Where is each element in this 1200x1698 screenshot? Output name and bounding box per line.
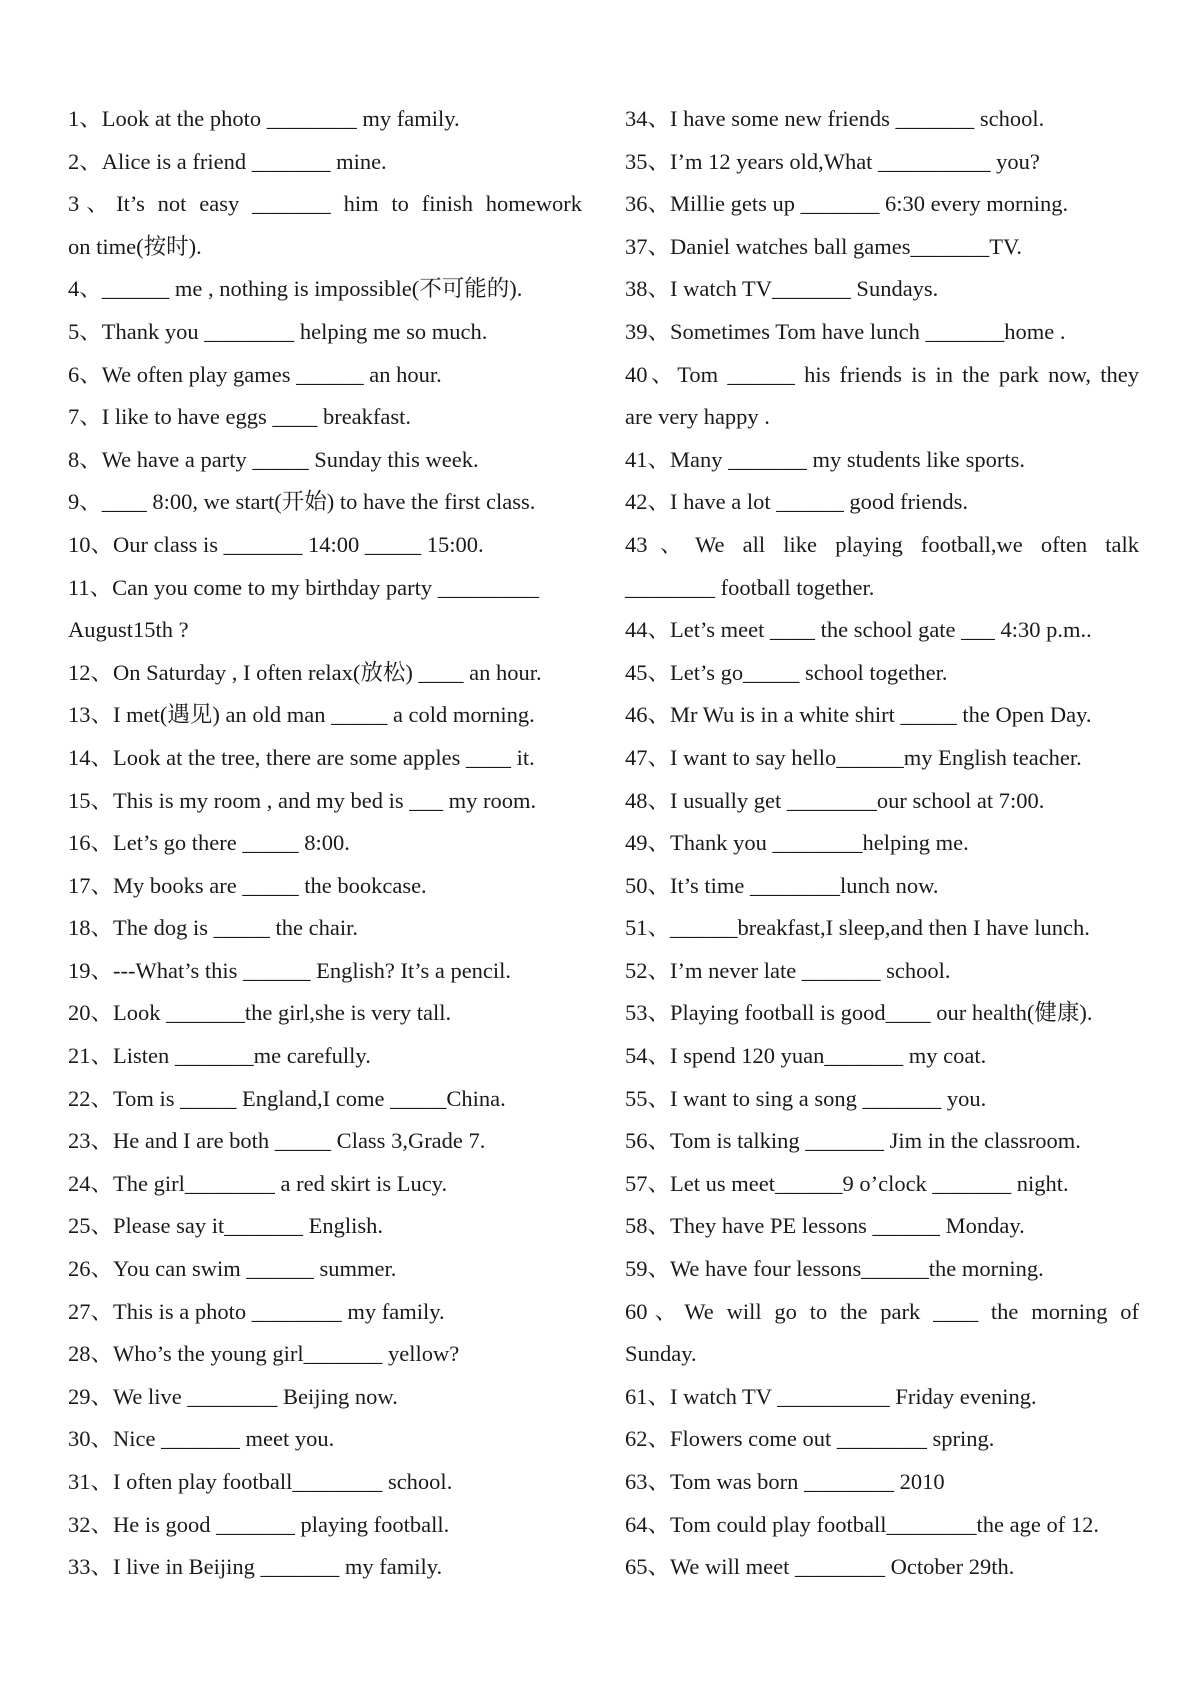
exercise-line: 34、I have some new friends _______ school. [625,106,1045,131]
exercise-line: 53、Playing football is good____ our health(健康). [625,1000,1093,1026]
exercise-line: 33、I live in Beijing _______ my family. [68,1554,443,1580]
exercise-line: 30、Nice _______ meet you. [68,1426,335,1452]
exercise-line: are very happy . [625,404,770,430]
exercise-line: 38、I watch TV_______ Sundays. [625,276,939,302]
exercise-line: 5、Thank you ________ helping me so much. [68,318,488,344]
exercise-line: 56、Tom is talking _______ Jim in the classroom. [625,1128,1081,1154]
exercise-line: 9、____ 8:00, we start(开始) to have the first class. [68,489,536,515]
exercise-line: 15、This is my room , and my bed is ___ my room. [68,787,537,813]
exercise-line: 14、Look at the tree, there are some apples ____ it. [68,744,535,770]
exercise-line: 11、Can you come to my birthday party _________ [68,574,539,600]
right-column [625,98,1139,1589]
exercise-line: 64、Tom could play football________the age of 12. [625,1511,1099,1537]
exercise-line: 3、It’s not easy _______ him to finish homework [68,191,582,217]
exercise-line: 35、I’m 12 years old,What __________ you? [625,148,1040,174]
exercise-line: 10、Our class is _______ 14:00 _____ 15:00. [68,531,484,557]
exercise-line: 7、I like to have eggs ____ breakfast. [68,404,412,430]
exercise-line: 26、You can swim ______ summer. [68,1256,397,1282]
exercise-line: 40、Tom ______ his friends is in the park now, they [625,361,1139,387]
exercise-line: 12、On Saturday , I often relax(放松) ____ an hour. [68,659,542,685]
exercise-line: 32、He is good _______ playing football. [68,1511,450,1537]
exercise-line: 55、I want to sing a song _______ you. [625,1085,987,1111]
exercise-line: 13、I met(遇见) an old man _____ a cold morning. [68,702,535,728]
exercise-line: 46、Mr Wu is in a white shirt _____ the Open Day. [625,702,1092,728]
exercise-line: 41、Many _______ my students like sports. [625,446,1025,472]
exercise-line: 63、Tom was born ________ 2010 [625,1469,945,1494]
exercise-line: ________ football together. [625,574,875,600]
exercise-line: 28、Who’s the young girl_______ yellow? [68,1341,460,1367]
exercise-line: 18、The dog is _____ the chair. [68,915,358,941]
exercise-line: 54、I spend 120 yuan_______ my coat. [625,1043,987,1069]
exercise-line: 8、We have a party _____ Sunday this week. [68,446,479,472]
exercise-line: 31、I often play football________ school. [68,1469,453,1494]
exercise-line: 50、It’s time ________lunch now. [625,872,939,898]
exercise-line: 6、We often play games ______ an hour. [68,361,442,387]
exercise-line: 23、He and I are both _____ Class 3,Grade 7. [68,1128,486,1154]
exercise-line: 16、Let’s go there _____ 8:00. [68,830,350,856]
exercise-line: 42、I have a lot ______ good friends. [625,489,969,515]
exercise-line: 1、Look at the photo ________ my family. [68,106,460,131]
exercise-line: 52、I’m never late _______ school. [625,957,951,983]
exercise-line: 2、Alice is a friend _______ mine. [68,148,387,174]
exercise-line: 51、______breakfast,I sleep,and then I have lunch. [625,915,1090,941]
exercise-line: 21、Listen _______me carefully. [68,1043,371,1069]
exercise-line: 22、Tom is _____ England,I come _____China. [68,1085,506,1111]
exercise-line: 48、I usually get ________our school at 7:00. [625,787,1045,813]
exercise-line: 36、Millie gets up _______ 6:30 every morning. [625,191,1069,217]
exercise-line: 17、My books are _____ the bookcase. [68,872,427,898]
exercise-line: 58、They have PE lessons ______ Monday. [625,1213,1025,1239]
exercise-line: 43、We all like playing football,we often talk [625,531,1139,557]
exercise-line: 62、Flowers come out ________ spring. [625,1426,995,1452]
left-column [68,98,582,1589]
exercise-line: 61、I watch TV __________ Friday evening. [625,1383,1037,1409]
exercise-line: 20、Look _______the girl,she is very tall. [68,1000,452,1026]
exercise-line: 49、Thank you ________helping me. [625,830,969,856]
exercise-line: 37、Daniel watches ball games_______TV. [625,233,1023,259]
exercise-line: 57、Let us meet______9 o’clock _______ night. [625,1170,1069,1196]
exercise-line: on time(按时). [68,233,202,259]
exercise-line: 19、---What’s this ______ English? It’s a pencil. [68,957,512,983]
exercise-line: 4、______ me , nothing is impossible(不可能的). [68,276,523,302]
exercise-line: 24、The girl________ a red skirt is Lucy. [68,1170,448,1196]
exercise-line: 45、Let’s go_____ school together. [625,659,948,685]
exercise-line: 59、We have four lessons______the morning. [625,1256,1044,1282]
exercise-line: 60、We will go to the park ____ the morning of [625,1298,1139,1324]
exercise-line: 27、This is a photo ________ my family. [68,1298,445,1324]
exercise-line: 29、We live ________ Beijing now. [68,1383,398,1409]
exercise-line: 39、Sometimes Tom have lunch _______home . [625,318,1066,344]
exercise-line: August15th ? [68,617,189,643]
exercise-line: 65、We will meet ________ October 29th. [625,1554,1015,1580]
exercise-line: 47、I want to say hello______my English teacher. [625,744,1082,770]
exercise-line: 44、Let’s meet ____ the school gate ___ 4:30 p.m.. [625,617,1092,643]
exercise-line: Sunday. [625,1341,697,1367]
exercise-line: 25、Please say it_______ English. [68,1213,383,1239]
